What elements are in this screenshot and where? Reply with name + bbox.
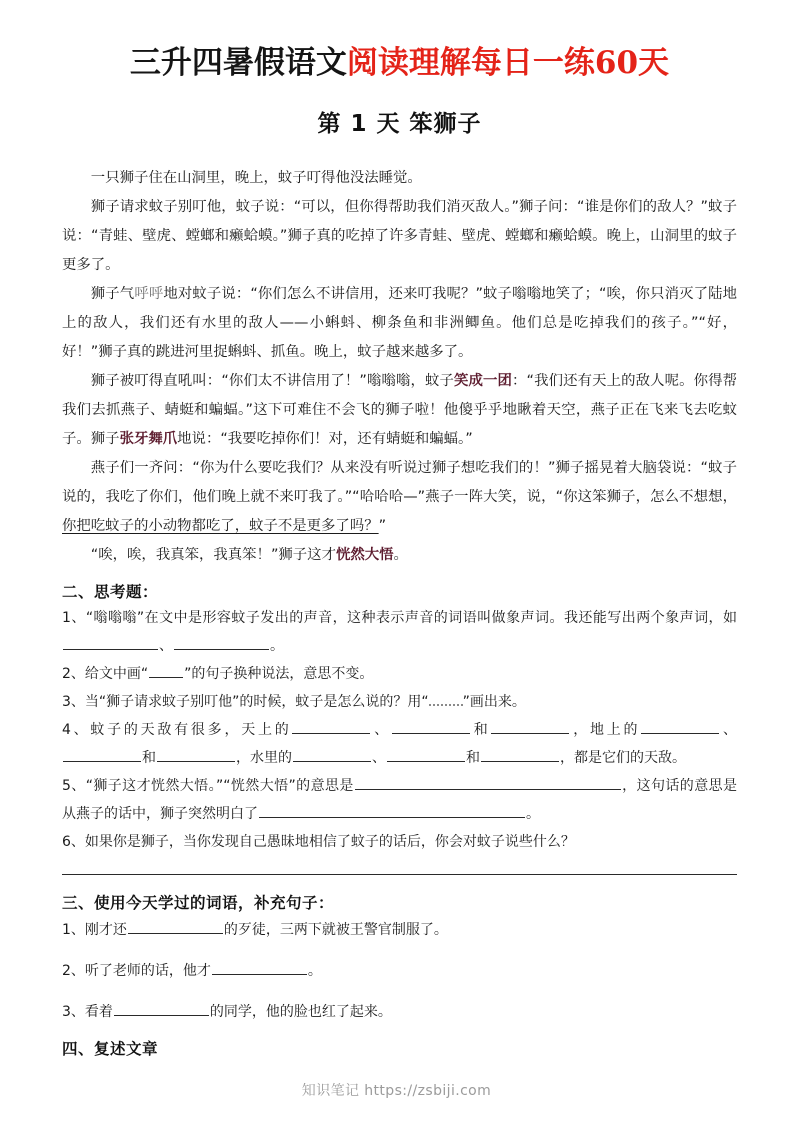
passage-p4-emphasis-1: 笑成一团 [453,372,512,389]
question-5-text-a: 5、“狮子这才恍然大悟。”“恍然大悟”的意思是 [62,777,354,794]
sentence-item-3-blank[interactable] [114,1000,209,1016]
passage-p6-part-b: 。 [393,546,408,563]
question-3-text-a: 3、当“狮子请求蚊子别叮他”的时候，蚊子是怎么说的？用“ [62,693,429,710]
question-4-text-f: 和 [142,749,156,766]
question-4-blank-5[interactable] [63,746,141,762]
question-4-blank-7[interactable] [293,746,371,762]
sentence-item-1 [62,915,737,945]
question-5-blank-2[interactable] [259,802,525,818]
passage-p5-part-b: ” [378,517,387,534]
question-1-text-a: 1、“嗡嗡嗡”在文中是形容蚊子发出的声音，这种表示声音的词语叫做象声词。我还能写出两个象声词，如 [62,609,737,626]
question-5 [62,772,737,828]
question-3-text-b: ”画出来。 [462,693,526,710]
reading-passage [62,164,737,570]
page-title [62,44,737,83]
sentence-item-1-text-b: 的歹徒，三两下就被王警官制服了。 [223,921,448,938]
question-4-text-a: 4、蚊子的天敌有很多，天上的 [62,721,292,738]
passage-p3-part-b: 地对蚊子说：“你们怎么不讲信用，还来叮我呢？”蚊子嗡嗡地笑了；“唉，你只消灭了陆地上的敌人，我们还有水里的敌人——小蝌蚪、柳条鱼和非洲鲫鱼。他们总是吃掉我们的孩子。”“好，好！”狮子真的跳进河里捉蝌蚪、抓鱼。晚上，蚊子越来越多了。 [62,285,737,360]
question-4-text-c: 和 [470,721,491,738]
question-1-blank-2[interactable] [174,634,269,650]
passage-p4-emphasis-2: 张牙舞爪 [119,430,178,447]
passage-p4-part-b: ：“我们还有天上的敌人呢。你得帮我们去抓燕子、蜻蜓和蝙蝠。”这下可难住不会飞的狮子啦！他傻乎乎地瞅着天空，燕子正在飞来飞去吃蚊子。狮子 [62,372,737,447]
question-4-text-h: 、 [372,749,386,766]
sentence-item-3-text-a: 3、看着 [62,1003,113,1020]
passage-paragraph-3 [62,280,737,367]
question-6-answer-line[interactable] [62,874,737,875]
question-4-blank-6[interactable] [157,746,235,762]
passage-paragraph-1: 一只狮子住在山洞里，晚上，蚊子叮得他没法睡觉。 [90,169,422,186]
question-1-text-b: 、 [159,637,173,654]
day-title: 第 1 天 笨狮子 [317,110,482,137]
question-4-blank-1[interactable] [292,718,370,734]
passage-p4-part-c: 地说：“我要吃掉你们！对，还有蜻蜓和蝙蝠。” [177,430,473,447]
passage-p3-part-a: 狮子气 [90,285,135,302]
passage-p6-part-a: “唉，唉，我真笨，我真笨！”狮子这才 [90,546,336,563]
question-1-text-c: 。 [270,637,284,654]
passage-p4-part-a: 狮子被叮得直吼叫：“你们太不讲信用了！”嗡嗡嗡，蚊子 [90,372,454,389]
watermark: 知识笔记 https://zsbiji.com [301,1083,492,1099]
wavy-line-icon [429,690,463,706]
question-1 [62,604,737,660]
question-3 [62,688,737,716]
question-5-blank-1[interactable] [355,774,621,790]
sentence-item-2-blank[interactable] [212,959,307,975]
question-4-text-g: ，水里的 [236,749,292,766]
passage-p5-underlined: 你把吃蚊子的小动物都吃了，蚊子不是更多了吗？ [62,517,379,534]
question-4-blank-8[interactable] [387,746,465,762]
passage-p3-emphasis: 呼呼 [134,285,164,302]
question-4-blank-4[interactable] [641,718,719,734]
question-5-text-c: 。 [526,805,540,822]
question-4-text-e: 、 [720,721,738,738]
question-4 [62,716,737,772]
passage-paragraph-5 [62,454,737,541]
sentence-item-1-text-a: 1、刚才还 [62,921,127,938]
question-2 [62,660,737,688]
question-4-blank-9[interactable] [481,746,559,762]
passage-p5-part-a: 燕子们一齐问：“你为什么要吃我们？从来没有听说过狮子想吃我们的！”狮子摇晃着大脑袋说：“蚊子说的，我吃了你们，他们晚上就不来叮我了。”“哈哈哈—”燕子一阵大笑，说，“你这笨狮子，怎么不想想， [62,459,737,505]
sentence-item-2-text-a: 2、听了老师的话，他才 [62,962,211,979]
question-4-blank-2[interactable] [392,718,470,734]
passage-paragraph-2: 狮子请求蚊子别叮他，蚊子说：“可以，但你得帮助我们消灭敌人。”狮子问：“谁是你们的敌人？”蚊子说：“青蛙、壁虎、螳螂和癞蛤蟆。”狮子真的吃掉了许多青蛙、壁虎、螳螂和癞蛤蟆。晚上，山洞里的蚊子更多了。 [62,198,737,273]
section-4-heading: 四、复述文章 [62,1039,159,1058]
page-title-black: 三升四暑假语文 [129,45,347,81]
question-6: 6、如果你是狮子，当你发现自己愚昧地相信了蚊子的话后，你会对蚊子说些什么？ [62,833,575,850]
question-1-blank-1[interactable] [63,634,158,650]
question-5-text-b: ，这句话的意思是从燕子的话中，狮子突然明白了 [62,777,738,822]
passage-paragraph-6 [62,541,737,570]
section-2-heading: 二、思考题： [62,582,159,601]
section-3-heading: 三、使用今天学过的词语，补充句子： [62,893,335,912]
sentence-item-2 [62,956,737,986]
passage-paragraph-4 [62,367,737,454]
passage-p6-emphasis: 恍然大悟 [335,546,394,563]
page-title-red: 阅读理解每日一练60天 [346,45,670,81]
question-4-text-b: 、 [371,721,391,738]
question-4-text-d: ，地上的 [570,721,641,738]
question-2-blank [149,662,183,678]
question-4-text-i: 和 [466,749,480,766]
sentence-item-3-text-b: 的同学，他的脸也红了起来。 [209,1003,392,1020]
sentence-item-2-text-b: 。 [307,962,322,979]
sentence-item-3 [62,997,737,1027]
question-4-text-j: ，都是它们的天敌。 [560,749,686,766]
question-2-text-a: 2、给文中画“ [62,665,149,682]
question-2-text-b: ”的句子换种说法，意思不变。 [184,665,374,682]
sentence-item-1-blank[interactable] [128,918,223,934]
question-4-blank-3[interactable] [491,718,569,734]
